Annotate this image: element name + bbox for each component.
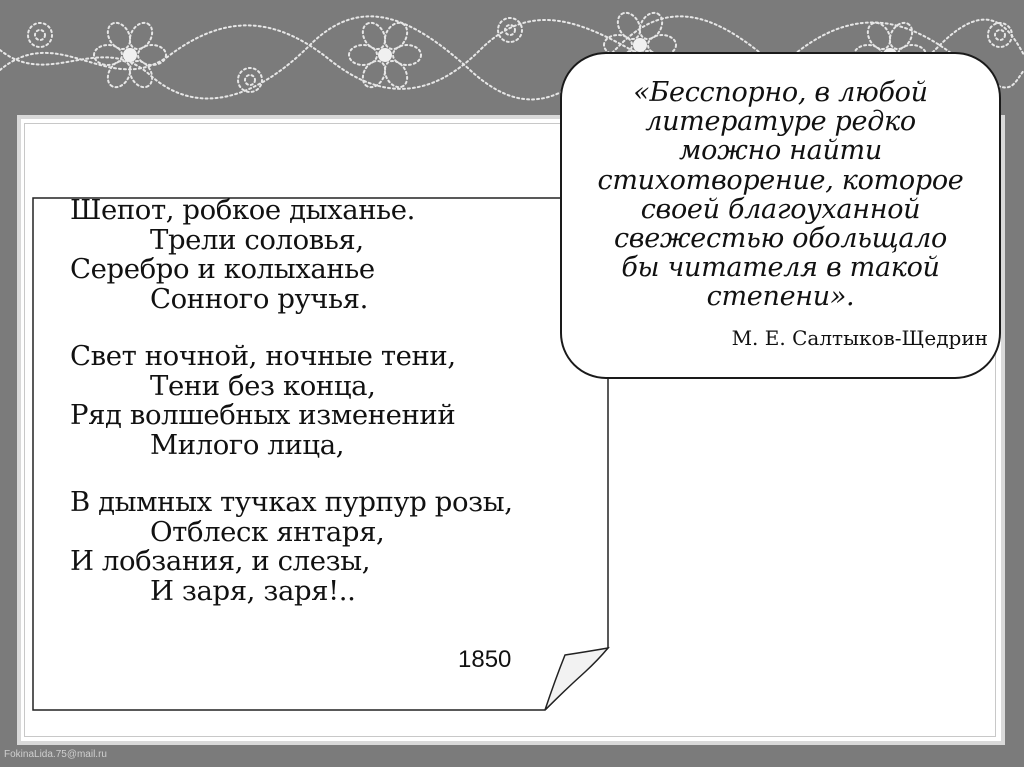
quote-line: «Бесспорно, в любой: [633, 77, 928, 108]
poem-line: Трели соловья,: [150, 223, 364, 256]
poem-line: Тени без конца,: [150, 369, 376, 402]
poem-line: Свет ночной, ночные тени,: [70, 340, 456, 372]
stanza-gap: [70, 314, 513, 342]
poem-text: [70, 196, 513, 606]
poem-year: 1850: [458, 646, 512, 673]
quote-line: стихотворение, которое: [597, 164, 964, 196]
stanza-gap: [70, 460, 513, 488]
poem-line: Серебро и колыханье: [70, 253, 375, 285]
poem-line: Шепот, робкое дыханье.: [70, 194, 415, 226]
poem-line: Сонного ручья.: [150, 282, 368, 315]
poem-line: Ряд волшебных изменений: [70, 399, 456, 431]
quote-line: бы читателя в такой: [621, 252, 940, 284]
author-email: FokinaLida.75@mail.ru: [4, 749, 107, 760]
poem-line: Отблеск янтаря,: [150, 515, 385, 548]
poem-line: Милого лица,: [150, 428, 345, 461]
poem-line: И заря, заря!..: [150, 574, 356, 607]
quote-line: своей благоуханной: [640, 193, 921, 225]
poem-line: В дымных тучках пурпур розы,: [70, 486, 513, 518]
quote-line: свежестью обольщало: [613, 223, 947, 255]
quote-line: можно найти: [679, 135, 882, 167]
quote-author: М. Е. Салтыков-Щедрин: [731, 326, 988, 350]
quote-line: степени».: [706, 281, 855, 313]
quote-line: литературе редко: [645, 106, 916, 138]
poem-line: И лобзания, и слезы,: [70, 545, 371, 577]
quote-text: [560, 78, 1001, 312]
